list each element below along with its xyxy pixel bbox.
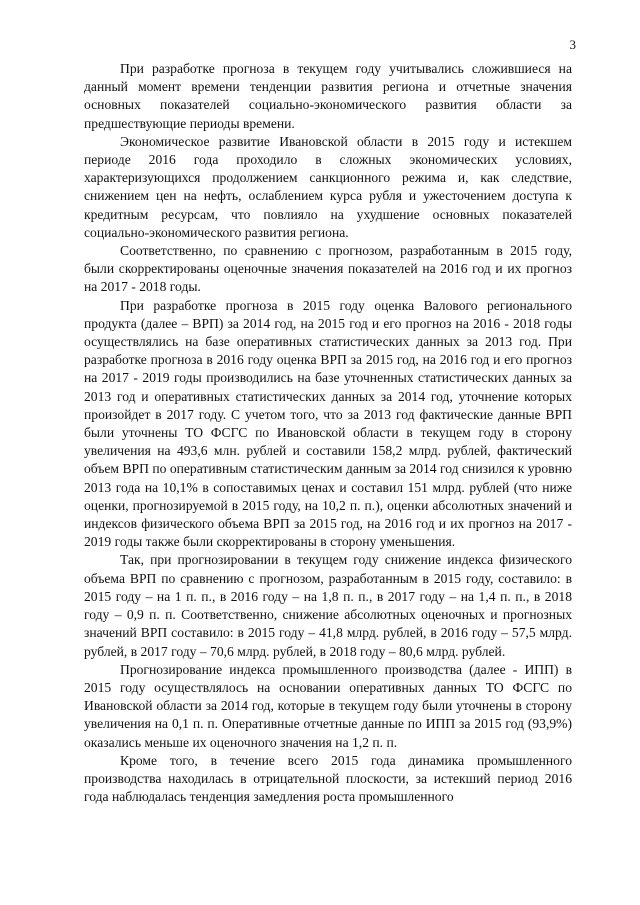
paragraph: Кроме того, в течение всего 2015 года динамика промышленного производства находилась в отрицательной плоскости, за истекший период 2016 года наблюдалась тенденция замедления роста промышленного xyxy=(84,752,572,805)
paragraph: Соответственно, по сравнению с прогнозом, разработанным в 2015 году, были скорректированы оценочные значения показателей на 2016 год и их прогноз на 2017 - 2018 годы. xyxy=(84,243,572,295)
paragraph: При разработке прогноза в текущем году учитывались сложившиеся на данный момент времени тенденции развития региона и отчетные значения основных показателей социально-экономического развития области за предшествующие периоды времени. xyxy=(84,61,572,131)
paragraph: Экономическое развитие Ивановской области в 2015 году и истекшем периоде 2016 года проходило в сложных экономических условиях, характеризующихся продолжением санкционного режима и, как следствие, снижением цен на нефть, ослаблением курса рубля и ужесточением доступа к кредитным ресурсам, что повлияло на ухудшение основных показателей социально-экономического развития региона. xyxy=(84,133,572,240)
paragraph: Прогнозирование индекса промышленного производства (далее - ИПП) в 2015 году осуществлялось на основании оперативных данных ТО ФСГС по Ивановской области за 2014 год, которые в текущем году были уточнены в сторону увеличения на 0,1 п. п. Оперативные отчетные данные по ИПП за 2015 год (93,9%) оказались меньше их оценочного значения на 1,2 п. п. xyxy=(84,661,572,750)
page-number: 3 xyxy=(569,37,576,52)
paragraph: При разработке прогноза в 2015 году оценка Валового регионального продукта (далее – ВРП) за 2014 год, на 2015 год и его прогноз на 2016 - 2018 годы осуществлялись на базе оперативных статистических данных за 2013 год. При разработке прогноза в 2016 году оценка ВРП за 2015 год, на 2016 год и его прогноз на 2017 - 2019 годы производились на базе уточненных статистических данных за 2013 год и оперативных статистических данных за 2014 год, уточнение которых произойдет в 2017 году. С учетом того, что за 2013 год фактические данные ВРП были уточнены ТО ФСГС по Ивановской области в текущем году в сторону увеличения на 493,6 млн. рублей и составили 158,2 млрд. рублей, фактический объем ВРП по оперативным статистическим данным за 2014 год снизился к уровню 2013 года на 10,1% в сопоставимых ценах и составил 151 млрд. рублей (что ниже оценки, прогнозируемой в 2015 году, на 10,2 п. п.), оценки абсолютных значений и индексов физического объема ВРП за 2015 год, на 2016 год и их прогноз на 2017 - 2019 годы также были скорректированы в сторону уменьшения. xyxy=(84,297,572,550)
paragraph: Так, при прогнозировании в текущем году снижение индекса физического объема ВРП по сравнению с прогнозом, разработанным в 2015 году, составило: в 2015 году – на 1 п. п., в 2016 году – на 1,8 п. п., в 2017 году – на 1,4 п. п., в 2018 году – 0,9 п. п. Соответственно, снижение абсолютных оценочных и прогнозных значений ВРП составило: в 2015 году – 41,8 млрд. рублей, в 2016 году – 57,5 млрд. рублей, в 2017 году – 70,6 млрд. рублей, в 2018 году – 80,6 млрд. рублей. xyxy=(84,552,572,659)
document-body xyxy=(84,60,572,806)
